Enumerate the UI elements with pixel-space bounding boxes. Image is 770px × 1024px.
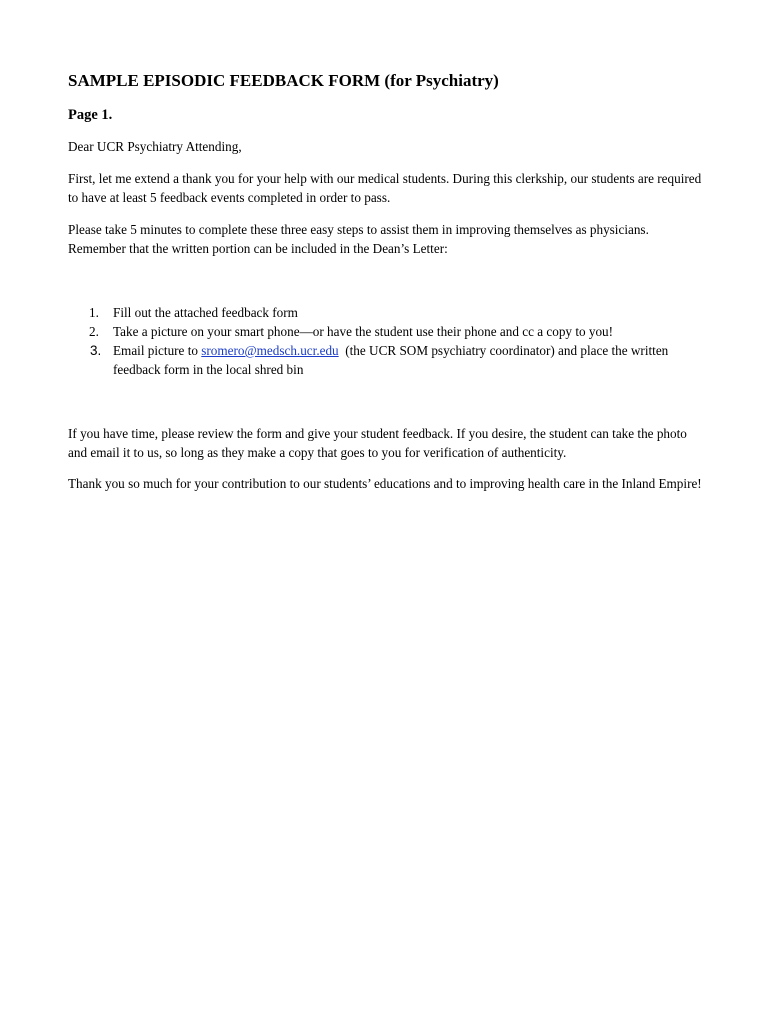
document-page [68,70,708,493]
step-text-after-email: (the UCR SOM psychiatry coordinator) and place the written feedback form in the local shred bin [113,343,672,377]
intro-paragraph: First, let me extend a thank you for your help with our medical students. During this clerkship, our students are required to have at least 5 feedback events completed in order to pass. [68,171,702,205]
step-text-before-email: Email picture to [113,343,202,358]
thanks-paragraph: Thank you so much for your contribution to our students’ educations and to improving health care in the Inland Empire! [68,476,702,491]
page-number-label: Page 1. [68,107,113,123]
steps-list [68,303,708,379]
review-paragraph: If you have time, please review the form and give your student feedback. If you desire, the student can take the photo and email it to us, so long as they make a copy that goes to you for verification of authenticity. [68,426,687,460]
step-number: 2. [89,324,99,339]
step-number: 1. [89,305,99,320]
coordinator-email-link[interactable]: sromero@medsch.ucr.edu [201,343,339,358]
step-text: Take a picture on your smart phone—or have the student use their phone and cc a copy to you! [113,324,614,339]
instructions-paragraph: Please take 5 minutes to complete these three easy steps to assist them in improving themselves as physicians. Remember that the written portion can be included in the Dean’s Letter: [68,222,649,256]
greeting-paragraph: Dear UCR Psychiatry Attending, [68,139,242,154]
list-item [68,341,708,379]
step-number: 3. [90,343,102,358]
list-item [68,303,708,322]
list-item [68,322,708,341]
step-text: Fill out the attached feedback form [113,305,298,320]
document-title: SAMPLE EPISODIC FEEDBACK FORM (for Psychiatry) [68,71,499,90]
